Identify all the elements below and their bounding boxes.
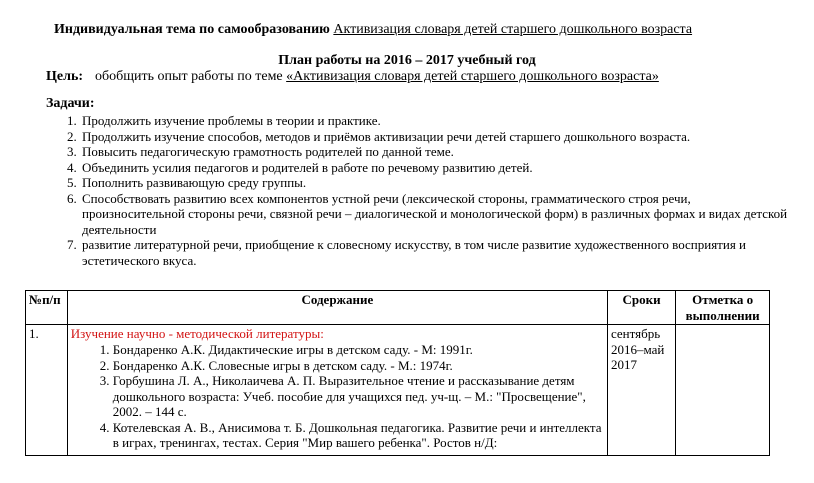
task-item: 7. развитие литературной речи, приобщение к словесному искусству, в том числе развитие художественного восприятия и эстетического вкуса. <box>80 237 795 268</box>
header-terms: Сроки <box>607 291 675 325</box>
section-title: Изучение научно - методической литературы: <box>70 326 324 341</box>
table-header-row <box>26 291 770 325</box>
theme-value: Активизация словаря детей старшего дошкольного возраста <box>333 22 693 37</box>
row-content <box>67 325 607 456</box>
literature-list <box>71 342 604 451</box>
row-terms: сентябрь 2016–май 2017 <box>607 325 675 456</box>
header-content: Содержание <box>67 291 607 325</box>
task-item: 3. Повысить педагогическую грамотность родителей по данной теме. <box>80 144 795 160</box>
header-mark: Отметка о выполнении <box>676 291 770 325</box>
literature-item: 3. Горбушина Л. А., Николаичева А. П. Выразительное чтение и рассказывание детям дошкольного возраста: Учеб. пособие для учащихся пед. уч-щ. – М.: "Просвещение", 2002. – 144 с. <box>113 373 604 420</box>
self-education-theme <box>54 22 692 38</box>
goal-line <box>46 69 659 85</box>
task-item: 2. Продолжить изучение способов, методов и приёмов активизации речи детей старшего дошкольного возраста. <box>80 129 795 145</box>
theme-label: Индивидуальная тема по самообразованию <box>54 22 330 37</box>
literature-item: 1. Бондаренко А.К. Дидактические игры в детском саду. - М: 1991г. <box>113 342 604 358</box>
tasks-heading: Задачи: <box>46 96 95 111</box>
literature-item: 2. Бондаренко А.К. Словесные игры в детском саду. - М.: 1974г. <box>113 358 604 374</box>
header-num: №п/п <box>26 291 68 325</box>
literature-item: 4. Котелевская А. В., Анисимова т. Б. Дошкольная педагогика. Развитие речи и интеллекта в играх, тренингах, тестах. Серия "Мир вашего ребенка". Ростов н/Д: <box>113 420 604 451</box>
task-item: 6. Способствовать развитию всех компонентов устной речи (лексической стороны, грамматического строя речи, произносительной стороны речи, связной речи – диалогической и монологической форм) в различных формах и видах детской деятельности <box>80 191 795 238</box>
plan-title: План работы на 2016 – 2017 учебный год <box>278 53 536 68</box>
goal-text: обобщить опыт работы по теме <box>95 69 283 84</box>
tasks-list <box>60 113 795 268</box>
goal-topic: «Активизация словаря детей старшего дошкольного возраста» <box>286 69 659 84</box>
table-row <box>26 325 770 456</box>
goal-label: Цель: <box>46 69 84 84</box>
row-mark <box>676 325 770 456</box>
task-item: 4. Объединить усилия педагогов и родителей в работе по речевому развитию детей. <box>80 160 795 176</box>
task-item: 1. Продолжить изучение проблемы в теории и практике. <box>80 113 795 129</box>
row-num: 1. <box>26 325 68 456</box>
task-item: 5. Пополнить развивающую среду группы. <box>80 175 795 191</box>
work-plan-table <box>25 290 770 456</box>
